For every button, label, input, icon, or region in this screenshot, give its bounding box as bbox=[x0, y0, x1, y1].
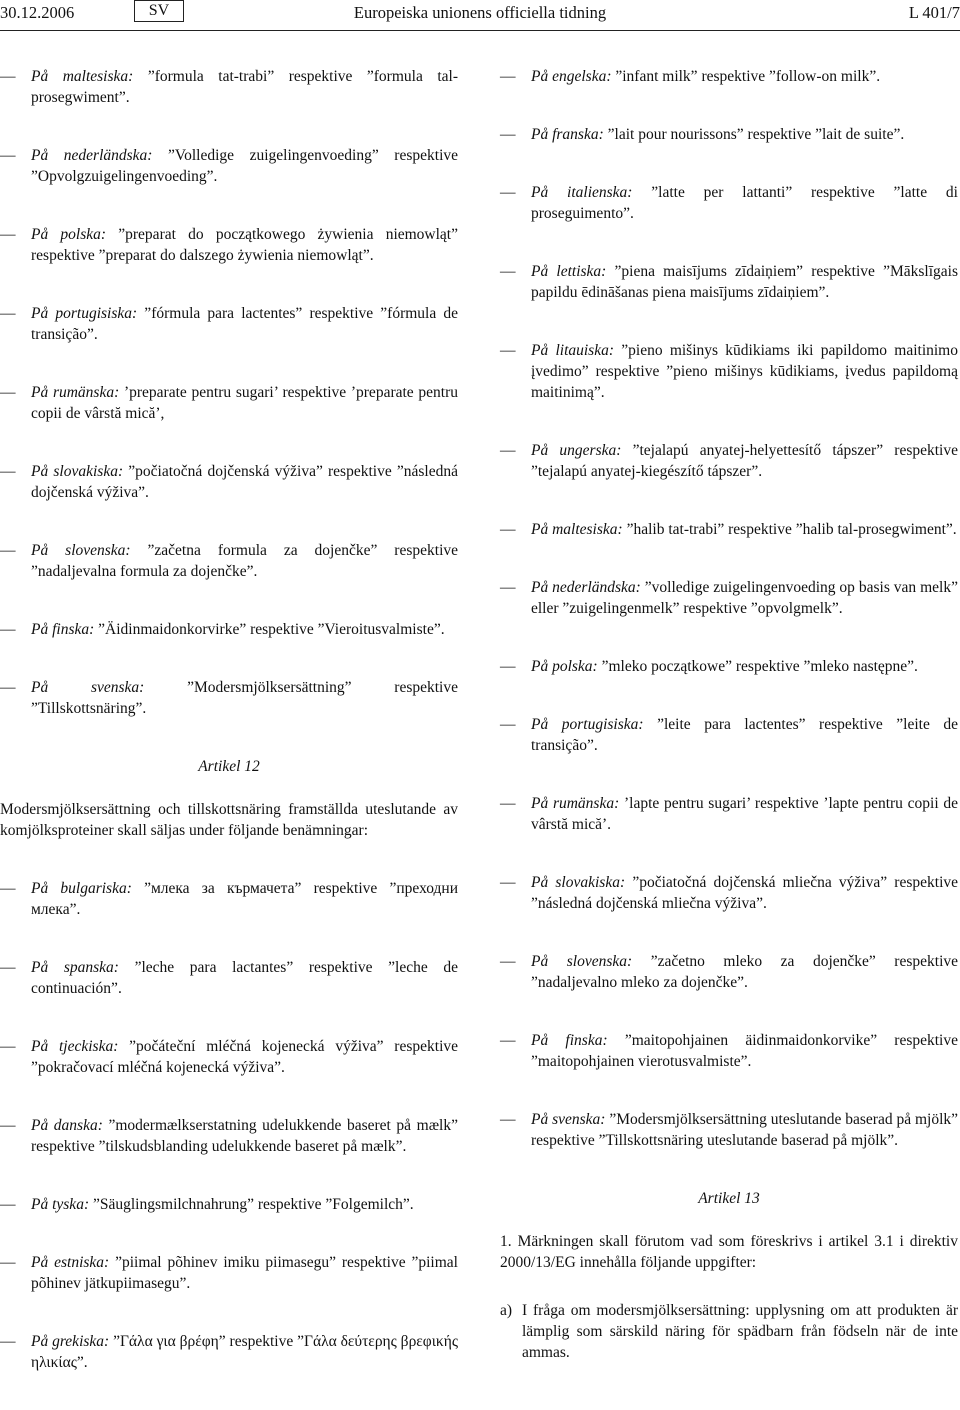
language-entry bbox=[500, 124, 958, 145]
designation-text: ”začetna formula za dojenčke” respektive ”nadaljevalna formula za dojenčke”. bbox=[31, 542, 458, 580]
dash-bullet: — bbox=[500, 442, 516, 459]
dash-bullet: — bbox=[500, 1032, 516, 1049]
language-entry bbox=[500, 182, 958, 224]
language-entry bbox=[0, 145, 458, 187]
publication-date: 30.12.2006 bbox=[0, 3, 75, 22]
designation-text: ”preparat do początkowego żywienia niemowląt” respektive ”preparat do dalszego żywienia niemowląt”. bbox=[31, 226, 458, 264]
language-label: På finska: bbox=[31, 621, 95, 638]
designation-text: ’lapte pentru sugari’ respektive ’lapte pentru copii de vârstă mică’. bbox=[531, 795, 958, 833]
designation-text: ”tejalapú anyatej-helyettesítő tápszer” respektive ”tejalapú anyatej-kiegészítő tápszer”. bbox=[531, 442, 958, 480]
language-entry bbox=[500, 1030, 958, 1072]
item-text: I fråga om modersmjölksersättning: upplysning om att produkten är lämplig som särskild näring för spädbarn från födseln när de inte ammas. bbox=[522, 1302, 958, 1361]
language-label: På maltesiska: bbox=[31, 68, 134, 85]
designation-text: ”počáteční mléčná kojenecká výživa” respektive ”pokračovací mléčná kojenecká výživa”. bbox=[31, 1038, 458, 1076]
designation-text: ”Modersmjölksersättning” respektive ”Tillskottsnäring”. bbox=[31, 679, 458, 717]
designation-text: ”pieno mišinys kūdikiams iki papildomo maitinimo įvedimo” respektive ”pieno mišinys kūdikiams, įvedus papildomą maitinimą”. bbox=[531, 342, 958, 401]
dash-bullet: — bbox=[0, 621, 16, 638]
language-label: På polska: bbox=[31, 226, 107, 243]
language-entry bbox=[500, 577, 958, 619]
dash-bullet: — bbox=[500, 126, 516, 143]
language-label: På slovakiska: bbox=[531, 874, 626, 891]
language-label: På litauiska: bbox=[531, 342, 615, 359]
designation-text: ”fórmula para lactentes” respektive ”fórmula de transição”. bbox=[31, 305, 458, 343]
designation-text: ”Volledige zuigelingenvoeding” respektive ”Opvolgzuigelingenvoeding”. bbox=[31, 147, 459, 185]
language-entry bbox=[0, 1036, 458, 1078]
language-label: På portugisiska: bbox=[531, 716, 644, 733]
dash-bullet: — bbox=[0, 880, 16, 897]
language-label: På ungerska: bbox=[531, 442, 622, 459]
dash-bullet: — bbox=[500, 795, 516, 812]
designation-text: ”volledige zuigelingenvoeding op basis van melk” eller ”zuigelingenmelk” respektive ”opvolgmelk”. bbox=[531, 579, 958, 617]
designation-text: ”halib tat-trabi” respektive ”halib tal-prosegwiment”. bbox=[622, 521, 957, 538]
designation-text: ”mleko początkowe” respektive ”mleko następne”. bbox=[597, 658, 918, 675]
dash-bullet: — bbox=[500, 342, 516, 359]
language-entry bbox=[500, 440, 958, 482]
designation-text: ”maitopohjainen äidinmaidonkorvike” respektive ”maitopohjainen vierotusvalmiste”. bbox=[531, 1032, 958, 1070]
language-label: På rumänska: bbox=[531, 795, 620, 812]
dash-bullet: — bbox=[500, 953, 516, 970]
language-label: På portugisiska: bbox=[31, 305, 138, 322]
language-entry bbox=[0, 677, 458, 719]
designation-text: ”formula tat-trabi” respektive ”formula tal-prosegwiment”. bbox=[31, 68, 458, 106]
language-label: På tyska: bbox=[31, 1196, 90, 1213]
language-entry bbox=[500, 1109, 958, 1151]
designation-text: ”počiatočná dojčenská výživa” respektive ”následná dojčenská výživa”. bbox=[31, 463, 458, 501]
dash-bullet: — bbox=[0, 1038, 16, 1055]
dash-bullet: — bbox=[0, 68, 16, 85]
language-label: På italienska: bbox=[531, 184, 633, 201]
journal-title: Europeiska unionens officiella tidning bbox=[353, 3, 607, 22]
language-label: På bulgariska: bbox=[31, 880, 132, 897]
dash-bullet: — bbox=[500, 521, 516, 538]
designation-text: ”leite para lactentes” respektive ”leite de transição”. bbox=[531, 716, 958, 754]
language-label: På svenska: bbox=[31, 679, 145, 696]
language-label: På slovenska: bbox=[31, 542, 131, 559]
dash-bullet: — bbox=[0, 305, 16, 322]
designation-text: ”počiatočná dojčenská mliečna výživa” respektive ”následná dojčenská mliečna výživa”. bbox=[531, 874, 959, 912]
language-entry bbox=[500, 951, 958, 993]
language-entry bbox=[0, 382, 458, 424]
language-entry bbox=[500, 340, 958, 403]
language-label: På estniska: bbox=[31, 1254, 110, 1271]
designation-text: ”Γάλα για βρέφη” respektive ”Γάλα δεύτερης βρεφικής ηλικίας”. bbox=[31, 1333, 458, 1371]
language-entry bbox=[500, 656, 958, 677]
designation-text: ”млека за кърмачета” respektive ”преходни млека”. bbox=[31, 880, 459, 918]
dash-bullet: — bbox=[0, 542, 16, 559]
article-12-intro: Modersmjölksersättning och tillskottsnäring framställda uteslutande av komjölksproteiner skall säljas under följande benämningar: bbox=[0, 801, 458, 839]
language-entry bbox=[0, 1115, 458, 1157]
designation-text: ”piena maisījums zīdaiņiem” respektive ”Mākslīgais papildu ēdināšanas piena maisījums zīdaiņiem”. bbox=[531, 263, 958, 301]
designation-text: ”modermælkserstatning udelukkende baseret på mælk” respektive ”tilskudsblanding udelukkende baseret på mælk”. bbox=[31, 1117, 458, 1155]
language-label: På nederländska: bbox=[531, 579, 641, 596]
dash-bullet: — bbox=[500, 184, 516, 201]
right-column bbox=[500, 66, 958, 1363]
dash-bullet: — bbox=[0, 226, 16, 243]
language-label: På nederländska: bbox=[31, 147, 153, 164]
article-13-paragraph-1: 1. Märkningen skall förutom vad som föreskrivs i artikel 3.1 i direktiv 2000/13/EG innehålla följande uppgifter: bbox=[500, 1233, 958, 1271]
dash-bullet: — bbox=[500, 716, 516, 733]
left-entries-list bbox=[0, 66, 458, 719]
page-number: L 401/7 bbox=[908, 3, 960, 22]
language-entry bbox=[500, 714, 958, 756]
dash-bullet: — bbox=[0, 1333, 16, 1350]
dash-bullet: — bbox=[500, 579, 516, 596]
language-entry bbox=[0, 1331, 458, 1373]
language-entry bbox=[0, 303, 458, 345]
designation-text: ”leche para lactantes” respektive ”leche de continuación”. bbox=[31, 959, 459, 997]
designation-text: ”lait pour nourissons” respektive ”lait de suite”. bbox=[603, 126, 905, 143]
language-label: På svenska: bbox=[531, 1111, 606, 1128]
designation-text: ”začetno mleko za dojenčke” respektive ”nadaljevalno mleko za dojenčke”. bbox=[531, 953, 959, 991]
language-label: På maltesiska: bbox=[531, 521, 623, 538]
language-entry bbox=[500, 519, 958, 540]
designation-text: ”Säuglingsmilchnahrung” respektive ”Folgemilch”. bbox=[89, 1196, 414, 1213]
article-13-item-a bbox=[500, 1300, 958, 1363]
dash-bullet: — bbox=[0, 463, 16, 480]
right-entries-list bbox=[500, 66, 958, 1151]
language-entry bbox=[500, 793, 958, 835]
item-marker: a) bbox=[500, 1302, 513, 1319]
designation-text: ”Modersmjölksersättning uteslutande baserad på mjölk” respektive ”Tillskottsnäring uteslutande baserad på mjölk”. bbox=[531, 1111, 959, 1149]
dash-bullet: — bbox=[500, 658, 516, 675]
dash-bullet: — bbox=[0, 679, 16, 696]
language-entry bbox=[0, 461, 458, 503]
dash-bullet: — bbox=[0, 384, 16, 401]
language-label: På danska: bbox=[31, 1117, 103, 1134]
dash-bullet: — bbox=[0, 1254, 16, 1271]
language-label: På polska: bbox=[531, 658, 598, 675]
article-13-heading: Artikel 13 bbox=[698, 1190, 760, 1207]
dash-bullet: — bbox=[0, 147, 16, 164]
language-label: På slovakiska: bbox=[31, 463, 124, 480]
language-entry bbox=[500, 872, 958, 914]
language-label: På rumänska: bbox=[31, 384, 120, 401]
designation-text: ”Äidinmaidonkorvirke” respektive ”Vieroitusvalmiste”. bbox=[94, 621, 445, 638]
dash-bullet: — bbox=[500, 1111, 516, 1128]
language-entry bbox=[0, 540, 458, 582]
dash-bullet: — bbox=[0, 1196, 16, 1213]
dash-bullet: — bbox=[0, 959, 16, 976]
left-column bbox=[0, 66, 458, 1410]
language-label: På slovenska: bbox=[531, 953, 633, 970]
dash-bullet: — bbox=[500, 874, 516, 891]
designation-text: ”piimal põhinev imiku piimasegu” respektive ”piimal põhinev jätkupiimasegu”. bbox=[31, 1254, 458, 1292]
language-entry bbox=[500, 261, 958, 303]
left-entries-list-2 bbox=[0, 878, 458, 1373]
dash-bullet: — bbox=[500, 68, 516, 85]
language-code-box: SV bbox=[134, 0, 184, 22]
language-label: På spanska: bbox=[31, 959, 119, 976]
article-12-heading: Artikel 12 bbox=[198, 758, 260, 775]
language-entry bbox=[0, 224, 458, 266]
language-label: På grekiska: bbox=[31, 1333, 110, 1350]
dash-bullet: — bbox=[500, 263, 516, 280]
language-label: På engelska: bbox=[531, 68, 612, 85]
language-label: På tjeckiska: bbox=[31, 1038, 119, 1055]
language-entry bbox=[0, 957, 458, 999]
language-entry bbox=[500, 66, 958, 87]
designation-text: ’preparate pentru sugari’ respektive ’preparate pentru copii de vârstă mică’, bbox=[31, 384, 458, 422]
dash-bullet: — bbox=[0, 1117, 16, 1134]
language-label: På franska: bbox=[531, 126, 604, 143]
language-entry bbox=[0, 66, 458, 108]
language-entry bbox=[0, 1194, 458, 1215]
page-header bbox=[0, 0, 960, 31]
language-entry bbox=[0, 619, 458, 640]
designation-text: ”infant milk” respektive ”follow-on milk”. bbox=[611, 68, 881, 85]
language-entry bbox=[0, 878, 458, 920]
language-label: På lettiska: bbox=[531, 263, 607, 280]
designation-text: ”latte per lattanti” respektive ”latte di proseguimento”. bbox=[531, 184, 958, 222]
language-label: På finska: bbox=[531, 1032, 608, 1049]
language-entry bbox=[0, 1252, 458, 1294]
